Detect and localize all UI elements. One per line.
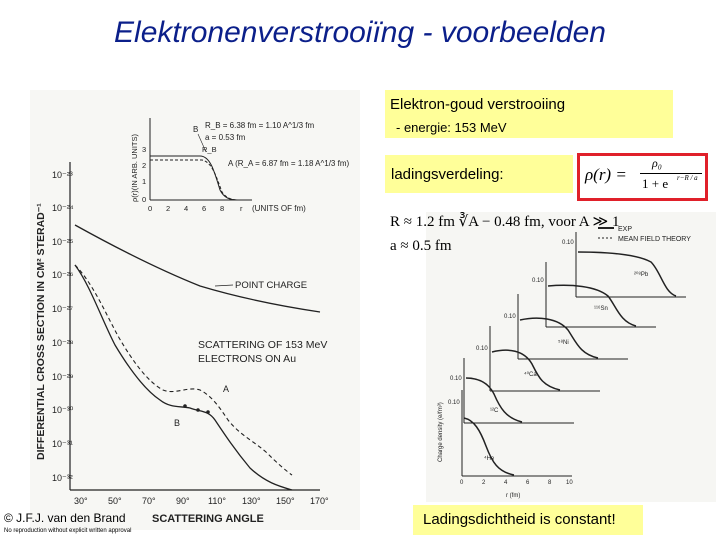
svg-text:0.10: 0.10 [504,314,516,320]
svg-text:⁴He: ⁴He [484,456,495,462]
y-tick: 10⁻²⁶ [52,270,74,280]
diffuseness-equation: a ≈ 0.5 fm [390,238,452,254]
formula-exponent: r−R / a [677,174,698,182]
svg-text:3: 3 [142,145,147,154]
x-tick: 130° [242,496,261,506]
svg-text:8: 8 [548,480,552,486]
y-tick: 10⁻³¹ [52,439,73,449]
svg-text:¹²C: ¹²C [490,408,499,414]
scattering-label-2: ELECTRONS ON Au [198,353,297,365]
y-tick: 10⁻³² [52,473,73,483]
svg-text:0.10: 0.10 [562,240,574,246]
svg-text:2: 2 [142,161,147,170]
right-y-axis-label: Charge density (e/fm³) [438,402,444,462]
x-tick: 90° [176,496,190,506]
copyright: © J.F.J. van den Brand [4,511,126,525]
y-tick: 10⁻²⁸ [52,338,74,348]
scattering-label-1: SCATTERING OF 153 MeV [198,339,328,351]
y-tick: 10⁻²³ [52,170,73,180]
svg-text:6: 6 [202,204,207,213]
y-tick: 10⁻²⁵ [52,237,74,247]
conclusion-text: Ladingsdichtheid is constant! [423,511,616,528]
svg-text:²⁰⁸Pb: ²⁰⁸Pb [634,272,649,278]
svg-text:0.10: 0.10 [532,278,544,284]
legend-exp: EXP [618,226,633,233]
subtitle-line-2: - energie: 153 MeV [396,120,507,135]
subtitle-line-1: Elektron-goud verstrooiing [390,96,566,113]
svg-text:1: 1 [142,177,147,186]
y-tick: 10⁻²⁷ [52,304,74,314]
svg-text:0.10: 0.10 [448,400,460,406]
inset-x-label: (UNITS OF fm) [252,204,306,213]
svg-text:4: 4 [184,204,189,213]
svg-text:0: 0 [148,204,153,213]
svg-text:8: 8 [220,204,225,213]
charge-density-figure [426,212,716,502]
right-x-axis-label: r (fm) [506,493,521,499]
svg-text:¹¹⁶Sn: ¹¹⁶Sn [594,306,608,312]
y-tick: 10⁻²⁹ [52,372,74,382]
inset-y-label: ρ(r)(IN ARB. UNITS) [130,133,139,202]
svg-text:2: 2 [166,204,171,213]
legend-theory: MEAN FIELD THEORY [618,236,691,243]
page-title: Elektronenverstrooiïng - voorbeelden [114,16,606,49]
svg-text:a = 0.53 fm: a = 0.53 fm [205,133,246,142]
y-tick: 10⁻³⁰ [52,405,74,415]
svg-text:r: r [240,204,243,213]
svg-text:A (R_A = 6.87 fm = 1.18 A^1/3: A (R_A = 6.87 fm = 1.18 A^1/3 fm) [228,159,350,168]
disclaimer: No reproduction without explicit written approval [4,528,132,534]
radius-equation: R ≈ 1.2 fm ∛A − 0.48 fm, voor A ≫ 1 [390,214,620,230]
formula-denominator: 1 + e [642,176,669,191]
x-tick: 170° [310,496,329,506]
formula-numerator: ρ₀ [652,156,662,170]
x-tick: 50° [108,496,122,506]
svg-text:2: 2 [482,480,486,486]
x-tick: 30° [74,496,88,506]
svg-text:0.10: 0.10 [450,376,462,382]
svg-text:6: 6 [526,480,530,486]
svg-text:10: 10 [566,480,573,486]
x-tick: 110° [208,496,226,506]
svg-text:R_B: R_B [202,145,217,154]
svg-text:4: 4 [504,480,508,486]
svg-text:⁵⁸Ni: ⁵⁸Ni [558,340,569,346]
svg-text:R_B = 6.38 fm = 1.10 A^1/3 fm: R_B = 6.38 fm = 1.10 A^1/3 fm [205,121,315,130]
curve-A-label: A [223,384,230,394]
charge-label: ladingsverdeling: [391,166,504,183]
curve-B-label: B [174,418,181,428]
y-tick: 10⁻²⁴ [52,203,74,213]
svg-text:0: 0 [142,195,147,204]
x-axis-label: SCATTERING ANGLE [152,513,264,525]
formula-lhs: ρ(r) = [585,165,627,184]
svg-text:⁴⁰Ca: ⁴⁰Ca [524,372,537,378]
point-charge-label: POINT CHARGE [235,280,308,291]
svg-text:0: 0 [460,480,464,486]
cross-section-figure [30,90,360,530]
y-axis-label: DIFFERENTIAL CROSS SECTION IN CM² STERAD⁻¹ [35,203,47,460]
x-tick: 150° [276,496,295,506]
svg-text:B: B [193,125,199,134]
x-tick: 70° [142,496,156,506]
svg-text:0.10: 0.10 [476,346,488,352]
